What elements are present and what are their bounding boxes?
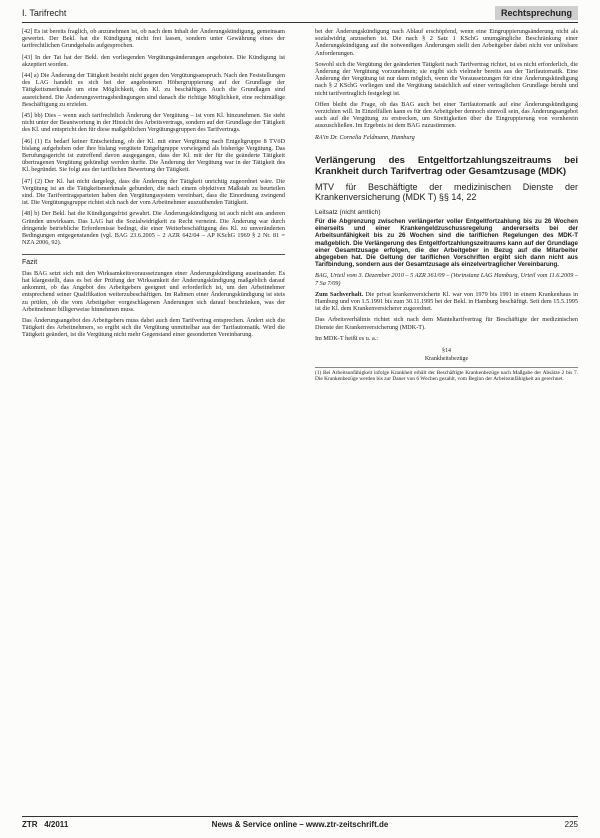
article-subtitle: MTV für Beschäftigte der medizinischen Dienste der Krankenversicherung (MDK T) §§ 14, 22 [315,181,578,203]
fazit-paragraph: Das Änderungsangebot des Arbeitgebers muss dabei auch dem Tarifvertrag entsprechen. Ändert sich die Tätigkeit des Arbeitnehmers, so ergibt sich die Vergütung unmittelbar aus der Tarifautomatik. Wird die Tätigkeit geändert, ist die Vergütung nicht mehr Gegenstand einer gesonderten Vereinbarung. [22,316,285,339]
paragraph: [44] a) Die Änderung der Tätigkeit besteht nicht gegen den Vergütungsanspruch. Nach den Feststellungen des LAG handelt es sich bei der angebotenen Höhergruppierung auf der Grundlage der Tätigkeitsmerkmale um eine Möglichkeit, den Kl. zu beschäftigen. Auch die Grundlagen sind ausreichend. Die Änderungsvertragsbedingungen sind danach die richtige Möglichkeit, eine rechtmäßige Beschäftigung zu erzielen. [22,72,285,108]
right-column [315,28,578,386]
paragraph: [42] Es ist bereits fraglich, ob anzunehmen ist, ob nach dem Inhalt der Änderungskündigung, gemeinsam gewertet. Der Bekl. hat die Kündigung nicht frei lassen, sondern unter Gewährung eines der tarifrechtlichen Grundgehalts aufgesprochen. [22,28,285,50]
article-title: Verlängerung des Entgeltfortzahlungszeitraums bei Krankheit durch Tarifvertrag oder Gesamtzusage (MDK) [315,154,578,177]
page-number: 225 [564,820,578,829]
author-signature: RA'in Dr. Cornelia Feldmann, Hamburg [315,133,415,141]
issue-number: 4/2011 [44,820,69,829]
sachverhalt-paragraph [315,291,578,313]
paragraph: [45] bb) Dies – wenn auch tarifrechtlich Änderung der Vergütung – ist vom Kl. hinzunehmen. Sie steht nicht unter der Beantwortung in der Hinsicht des Arbeitsvertrags, sondern auf der Grundlage der Tätigkeit des Kl. und entspricht den für diese maßgeblichen Vergütungsgruppen des Tarifvertrags. [22,112,285,134]
paragraph: Das Arbeitsverhältnis richtet sich nach dem Manteltarifvertrag für Beschäftigte der medizinischen Dienste der Krankenversicherung (MDK-T). [315,316,578,331]
leitsatz-text: Für die Abgrenzung zwischen verlängerter voller Entgeltfortzahlung bis zu 26 Wochen einerseits und einer Krankengeldzuschussregelung andererseits bei der Arbeitsunfähigkeit bis zu 26 Wochen sind die tariflichen Regelungen des MDK-T maßgeblich. Die Verlängerung des Entgeltfortzahlungszeitraums kann auf der Grundlage einer Gesamtzusage erfolgen, die der Arbeitgeber in Bezug auf die Mitarbeiter abgegeben hat. Die Geltung der tariflichen Vorschriften ergibt sich dann nicht aus Tarifbindung, sondern aus der Gesamtzusage als einzelvertraglicher Vereinbarung. [315,218,578,269]
paragraph: [46] (1) Es bedarf keiner Entscheidung, ob der Kl. mit einer Vergütung nach Entgeltgruppe 8 TVöD bislang aufgehoben oder ihre bislang vergütete Entgeltgruppe vorwiegend als bisherige Vergütung. Das Berufungsgericht ist zutreffend davon ausgegangen, dass der Kl. mit der für die geänderte Tätigkeit übertragenen Vergütung gekündigt werden durfte. Die Änderung der Vergütung war in der Tätigkeit des Kl. begründet. Sie folgt aus der tariflichen Bewertung der Tätigkeit. [22,137,285,174]
fazit-heading: Fazit [22,254,285,266]
paragraph: [47] (2) Der Kl. hat nicht dargelegt, dass die Änderung der Tätigkeit unrichtig zugeordnet wäre. Die Vergütung ist an die Tätigkeitsmerkmale gebunden, die nach einem objektiven Maßstab zu beurteilen sind. Die Tarifvertragsparteien haben den Vergütungssystem vereinbart, dass die Einordnung zwingend ist. Die Vergütungsgruppe richtet sich nach der vom Arbeitnehmer auszuübenden Tätigkeit. [22,177,285,207]
leitsatz-label: Leitsatz (nicht amtlich) [315,208,381,216]
paragraph: Sowohl sich die Vergütung der geänderten Tätigkeit nach Tarifvertrag richtet, ist es nicht erforderlich, die Änderung der Vergütung vorzunehmen; sie ergibt sich vielmehr bereits aus der Tarifautomatik. Eine Änderung der Vergütung ist nur dann möglich, wenn die Voraussetzungen für eine Änderungskündigung nach § 2 KSchG vorliegen und die Vergütung tatsächlich auf einer vertraglichen Grundlage beruht und nicht tarifvertraglich festgelegt ist. [315,60,578,97]
paragraph: Im MDK-T heißt es u. a.: [315,334,378,342]
fazit-paragraph: Das BAG setzt sich mit den Wirksamkeitsvoraussetzungen einer Änderungskündigung auseinander. Es hat klargestellt, dass es bei der Prüfung der Wirksamkeit der Änderungskündigung maßgeblich darauf ankommt, ob das Angebot des Arbeitgebers geeignet und erforderlich ist, um den Arbeitnehmer entsprechend seiner Qualifikation weiterzubeschäftigen. Im Rahmen einer Änderungskündigung ist stets zu prüfen, ob die vom Arbeitgeber vorgeschlagenen Änderungen sich darauf beschränken, was der Arbeitnehmer billigerweise hinnehmen muss. [22,269,285,313]
quote-section-number: §14 [442,348,451,355]
left-column [22,28,285,343]
category-badge: Rechtsprechung [495,6,578,20]
quoted-regulation: (1) Bei Arbeitsunfähigkeit infolge Krankheit erhält der Beschäftigte Krankenbezüge nach Maßgabe der Absätze 2 bis 7. Die Krankenbezüge werden bis zur Dauer von 6 Wochen gezahlt, vom Beginn der Arbeitsunfähigkeit an gerechnet. [315,367,578,383]
footer-website: News & Service online – www.ztr-zeitschrift.de [211,820,389,829]
page-footer [22,816,578,831]
journal-name: ZTR [22,820,38,829]
quote-section-title: Krankheitsbezüge [424,356,469,363]
sachverhalt-text: Die privat krankenversicherte Kl. war von 1979 bis 1991 in einem Krankenhaus in Hamburg und von 1.5.1991 bis zum 30.11.1995 bei der Bekl. in Hamburg beschäftigt. Seit dem 15.5.1995 ist die Kl. dem Krankenversicherer zugeordnet. [315,290,578,313]
sachverhalt-lead: Zum Sachverhalt. [315,290,364,298]
paragraph: bei der Änderungskündigung nach Ablauf erschöpfend, wenn eine Eingruppierungsänderung nicht als sozialwidrig anzusehen ist. Die nach § 2 Satz 1 KSchG unumgängliche Beschränkung einer Änderungskündigung auf die notwendigen Änderungen stellt den Arbeitgeber dabei nicht vor unlösbare Anforderungen. [315,28,578,57]
page-header [22,6,578,23]
court-citation: BAG, Urteil vom 3. Dezember 2010 – 5 AZR 361/09 – (Vorinstanz LAG Hamburg, Urteil vom 11.6.2009 – 7 Sa 7/09) [315,272,578,287]
paragraph: [48] b) Der Bekl. hat die Kündigungsfrist gewahrt. Die Änderungskündigung ist auch nicht aus anderen Gründen unwirksam. Das LAG hat die Sozialwidrigkeit zu Recht verneint. Die Änderung war durch dringende betriebliche Erfordernisse bedingt, die einer Weiterbeschäftigung des Kl. zu unveränderten Bedingungen entgegenstanden (vgl. BAG 23.6.2005 – 2 AZR 642/04 – AP KSchG 1969 § 2 Nr. 81 = NZA 2006, 92). [22,210,285,247]
paragraph: [43] In der Tat hat der Bekl. den vorliegenden Vergütungsänderungen angeboten. Die Kündigung ist akzeptiert worden. [22,53,285,68]
paragraph: Offen bleibt die Frage, ob das BAG auch bei einer Tarifautomatik auf eine Änderungskündigung verzichten will. In Einzelfällen kann es für den Arbeitgeber dennoch sinnvoll sein, das Änderungsangebot auch auf die Vergütung zu erstrecken, um Streitigkeiten über die Eingruppierung von vornherein auszuschließen. Im Ergebnis ist dem BAG zuzustimmen. [315,100,578,130]
section-label: I. Tarifrecht [22,8,67,18]
